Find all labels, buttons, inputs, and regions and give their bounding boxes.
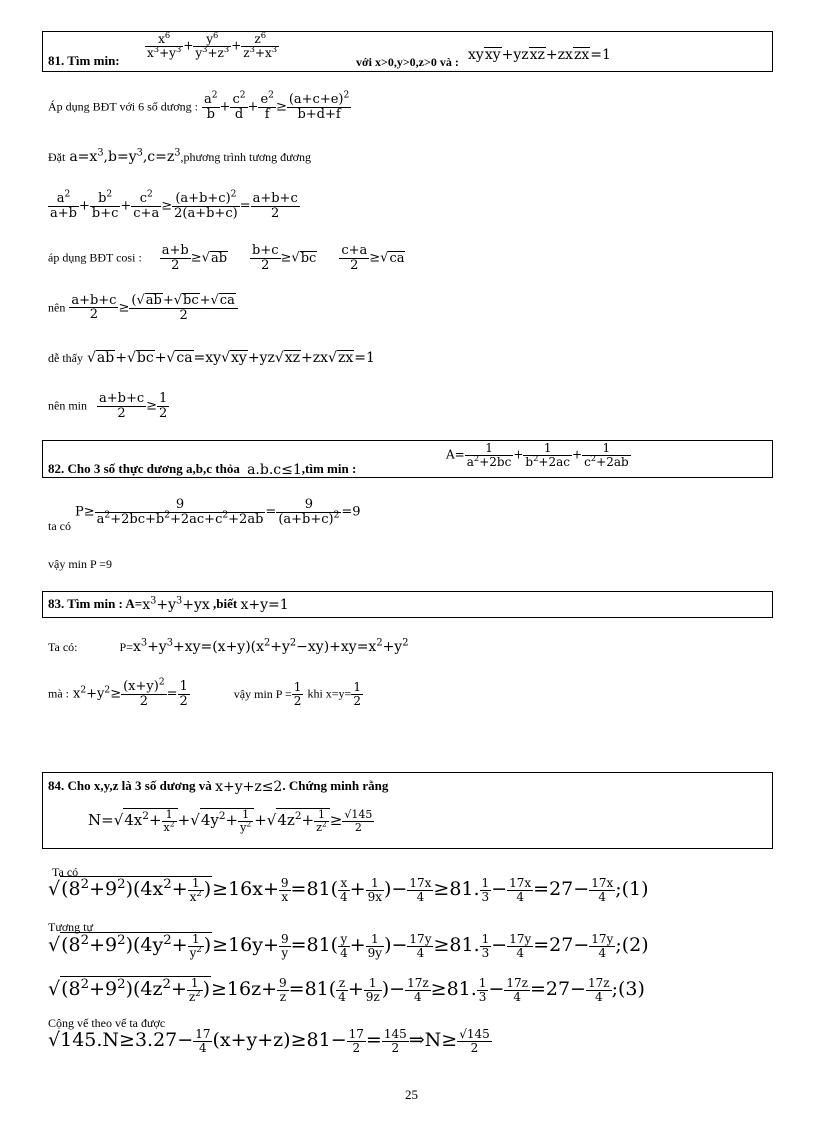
p84-ineq-2: $√(8^2+9^2)(4y^2+$ $\frac{1}{y^2}$ )≥16y+ $\frac{9}{y}$ =81( $\frac{y}{4}$ + $\frac{1}{9y}$ )− $\frac{17y}{4}$ ≥81. $\frac{1}{3}$ − $\frac{17y}{4}$ =27− $\frac{17y}{4}$ ;(2) xyxy=(48,932,649,960)
p83-we-have: Ta có: $P=x^3+y^3+xy=(x+y)(x^2+y^2-xy)+xy=x^2+y^2$ xyxy=(48,637,409,656)
problem-82-expression: A= $\frac{1}{a^2+2bc}$ + $\frac{1}{b^2+2ac}$ + $\frac{1}{c^2+2ab}$ xyxy=(446,441,629,469)
problem-82-header: 82. Cho 3 số thực dương a,b,c thỏa a.b.c≤1,tìm min : xyxy=(48,461,357,479)
p81-substitution: Đặt $a=x^3,b=y^3,c=z^3,phương$ trình tương đương xyxy=(48,147,312,166)
problem-81-constraint: xyxy+yzxz+zxzx=1 xyxy=(468,47,611,63)
p82-answer: vậy min P =9 xyxy=(48,557,112,571)
p81-hint-line: Áp dụng BĐT với 6 số dương : $\frac{a^2}{b}$ + $\frac{c^2}{d}$ + $\frac{e^2}{f}$ ≥ $\frac{(a+c+e)^2}{b+d+f}$ xyxy=(48,90,350,122)
p83-but-line: mà : $x^2+y^2\ge$ $\frac{(x+y)^2}{2}$ = $\frac{1}{2}$ vậy min P = $\frac{1}{2}$ khi x=y= $\frac{1}{2}$ xyxy=(48,677,361,709)
problem-83-header: 83. Tìm min : $A=x^3+y^3+yx$ ,biết x+y=1 xyxy=(48,595,289,614)
p84-ineq-3: $√(8^2+9^2)(4z^2+$ $\frac{1}{z^2}$ )≥16z+ $\frac{9}{z}$ =81( $\frac{z}{4}$ + $\frac{1}{9z}$ )− $\frac{17z}{4}$ ≥81. $\frac{1}{3}$ − $\frac{17z}{4}$ =27− $\frac{17z}{4}$ ;(3) xyxy=(48,976,645,1004)
p81-result-line: nên min $\frac{a+b+c}{2}$ ≥ $\frac{1}{2}$ xyxy=(48,391,168,421)
p81-cosi-line: áp dụng BĐT cosi : $\frac{a+b}{2}$ ≥√ab $\frac{b+c}{2}$ ≥√bc $\frac{c+a}{2}$ ≥√ca xyxy=(48,243,405,273)
problem-84-statement: $N=√4x^2+$ $\frac{1}{x^2}$ $+√4y^2+$ $\frac{1}{y^2}$ $+√4z^2+$ $\frac{1}{z^2}$ ≥ $\frac{√145}{2}$ xyxy=(88,808,373,834)
p84-final: √145.N≥3.27− $\frac{17}{4}$ (x+y+z)≥81− $\frac{17}{2}$ = $\frac{145}{2}$ ⇒N≥ $\frac{√145}{2}$ xyxy=(48,1027,490,1055)
p81-equivalent-form: $\frac{a^2}{a+b}$ + $\frac{b^2}{b+c}$ + $\frac{c^2}{c+a}$ ≥ $\frac{(a+b+c)^2}{2(a+b+c)}$ = $\frac{a+b+c}{2}$ xyxy=(50,189,298,221)
page-number: 25 xyxy=(405,1087,418,1102)
p84-ineq-1: $√(8^2+9^2)(4x^2+$ $\frac{1}{x^2}$ )≥16x+ $\frac{9}{x}$ =81( $\frac{x}{4}$ + $\frac{1}{9x}$ )− $\frac{17x}{4}$ ≥81. $\frac{1}{3}$ − $\frac{17x}{4}$ =27− $\frac{17x}{4}$ ;(1) xyxy=(48,876,649,904)
p81-hence-line: nên $\frac{a+b+c}{2}$ ≥ $\frac{(√ab+√bc+√ca}{2}$ xyxy=(48,293,238,323)
p82-we-have: $_{ta có}$ P≥ $\frac{9}{a^2+2bc+b^2+2ac+c^2+2ab}$ = $\frac{9}{(a+b+c)^2}$ =9 xyxy=(48,497,361,533)
problem-81-condition: với x>0,y>0,z>0 và : xyxy=(356,55,459,69)
p84-sum-label: Cộng vế theo vế ta được xyxy=(48,1016,166,1030)
p84-similarly: Tương tự xyxy=(48,920,94,934)
problem-81-expression: $\frac{x^6}{x^3+y^3}$ + $\frac{y^6}{y^3+z^3}$ + $\frac{z^6}{z^3+x^3}$ xyxy=(147,30,278,60)
problem-81-header: 81. Tìm min: xyxy=(48,53,120,68)
p81-easy-line: dễ thấy √ab+√bc+√ca=xy√xy+yz√xz+zx√zx=1 xyxy=(48,350,375,367)
problem-84-header: 84. Cho x,y,z là 3 số dương và x+y+z≤2. Chứng minh rằng xyxy=(48,778,389,796)
p84-we-have: Ta có xyxy=(52,865,79,879)
